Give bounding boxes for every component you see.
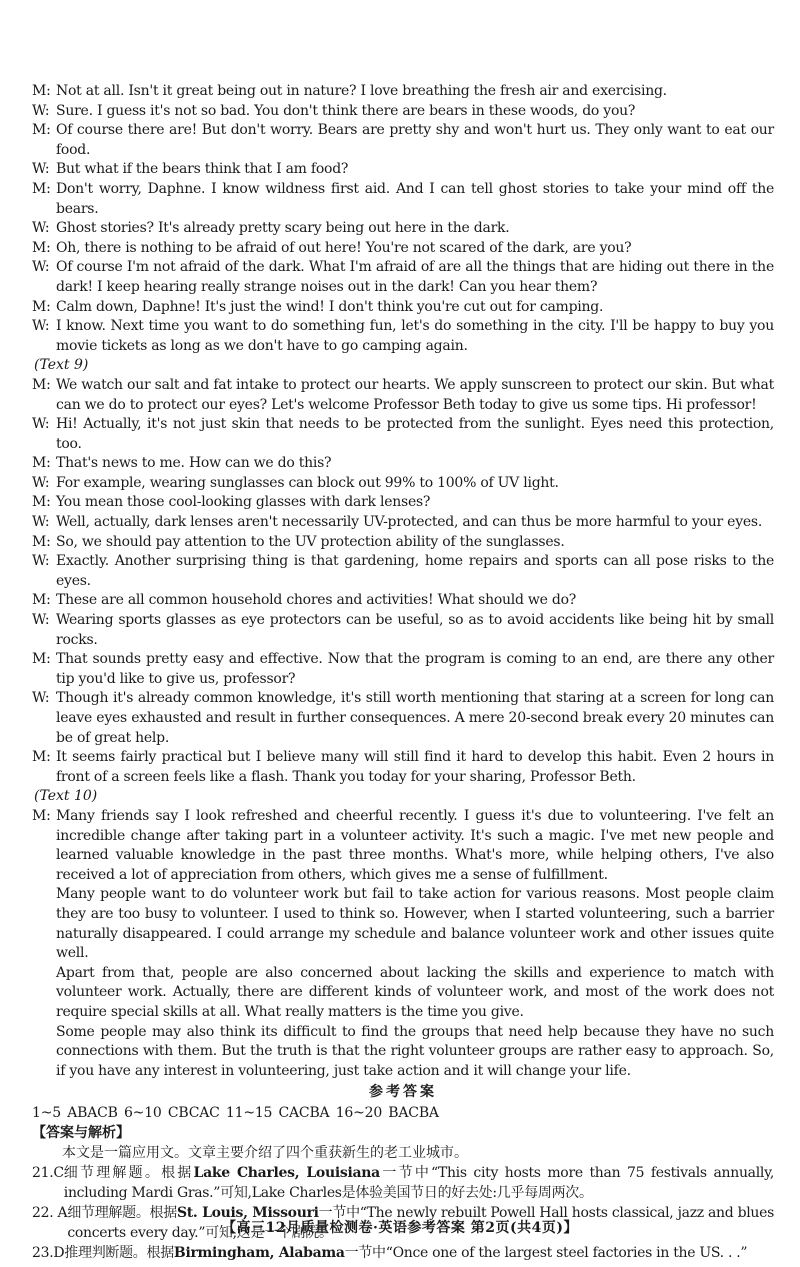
- question-evidence: 一节中“Once one of the largest steel factories in the US. . .”: [344, 1245, 748, 1262]
- monologue-paragraph: Some people may also think its difficult to find the groups that need help because they have no such connections with them. But the truth is that the right volunteer groups are rather easy to approach. So, if you have any interest in volunteering, just take action and it will change your life.: [56, 1023, 774, 1079]
- dialogue-text: Calm down, Daphne! It's just the wind! I don't think you're cut out for camping.: [56, 298, 604, 315]
- dialogue-text: Exactly. Another surprising thing is that gardening, home repairs and sports can all pose risks to the eyes.: [56, 553, 774, 589]
- dialogue-text: Hi! Actually, it's not just skin that needs to be protected from the sunlight. Eyes need this protection, too.: [56, 416, 774, 452]
- question-explanation: [64, 1163, 774, 1203]
- dialogue-line: [32, 180, 774, 219]
- speaker-label: M:: [32, 83, 51, 99]
- analysis-heading: 【答案与解析】: [32, 1125, 130, 1142]
- dialogue-text: For example, wearing sunglasses can block out 99% to 100% of UV light.: [56, 474, 559, 491]
- dialogue-line: [32, 748, 774, 787]
- dialogue-text: Well, actually, dark lenses aren't necessarily UV-protected, and can thus be more harmful to your eyes.: [56, 514, 763, 531]
- question-evidence: 一节中“The newly rebuilt Powell Hall hosts classical, jazz and blues concerts every day.”可知,这是一个剧院。: [67, 1205, 775, 1242]
- question-type: 细节理解题。根据: [67, 1205, 177, 1222]
- speaker-label: W:: [32, 690, 50, 707]
- dialogue-text: I know. Next time you want to do something fun, let's do something in the city. I'll be happy to buy you movie tickets as long as we don't have to go camping again.: [56, 318, 774, 354]
- dialogue-text: But what if the bears think that I am food?: [56, 161, 349, 178]
- speaker-label: M:: [32, 592, 51, 609]
- dialogue-text: Not at all. Isn't it great being out in nature? I love breathing the fresh air and exercising.: [56, 83, 667, 99]
- dialogue-line: [32, 239, 774, 259]
- dialogue-line: [32, 591, 774, 611]
- question-number: 21.C: [32, 1165, 64, 1182]
- text10-label: (Text 10): [34, 788, 98, 805]
- dialogue-text: Ghost stories? It's already pretty scary being out here in the dark.: [56, 220, 510, 237]
- dialogue-text: Though it's already common knowledge, it's still worth mentioning that staring at a screen for long can leave eyes exhausted and result in further consequences. A mere 20-second break every 20 minutes can be of great help.: [56, 690, 774, 746]
- dialogue-line: [32, 552, 774, 591]
- page-footer: 【高三12月质量检测卷·英语参考答案 第2页(共4页)】: [222, 1220, 578, 1236]
- dialogue-text: Oh, there is nothing to be afraid of out here! You're not scared of the dark, are you?: [56, 239, 632, 256]
- monologue-paragraph: Many friends say I look refreshed and cheerful recently. I guess it's due to volunteering. I've felt an incredible change after taking part in a volunteer activity. It's such a magic. I've met new people and learned valuable knowledge in the past three months. What's more, while helping others, I've also received a lot of appreciation from others, which gives me a sense of fulfillment.: [56, 807, 774, 883]
- dialogue-text9: [32, 376, 774, 787]
- speaker-label: M:: [32, 455, 51, 472]
- question-evidence: 一节中“This city hosts more than 75 festivals annually, including Mardi Gras.”可知,Lake Charles是体验美国节日的好去处:几乎每周两次。: [63, 1165, 774, 1202]
- analysis-intro: 本文是一篇应用文。文章主要介绍了四个重获新生的老工业城市。: [62, 1145, 468, 1162]
- dialogue-text: Wearing sports glasses as eye protectors can be useful, so as to avoid accidents like being hit by small rocks.: [56, 612, 774, 648]
- dialogue-line: [32, 82, 774, 102]
- speaker-label: M:: [32, 533, 51, 550]
- dialogue-text: Of course I'm not afraid of the dark. What I'm afraid of are all the things that are hiding out there in the dark! I keep hearing really strange noises out in the dark! Can you hear them?: [56, 259, 774, 295]
- answer-heading: 参考答案: [369, 1084, 437, 1101]
- dialogue-line: [32, 298, 774, 318]
- dialogue-text: Of course there are! But don't worry. Bears are pretty shy and won't hurt us. They only want to eat our food.: [56, 122, 774, 158]
- speaker-label: M:: [32, 180, 51, 197]
- speaker-label: M:: [32, 239, 51, 256]
- speaker-label: W:: [32, 612, 50, 629]
- dialogue-line: [32, 258, 774, 297]
- question-explanation: [64, 1243, 774, 1263]
- dialogue-line: [32, 689, 774, 748]
- speaker-label: M:: [32, 749, 51, 766]
- speaker-label: W:: [32, 474, 50, 491]
- dialogue-text: Sure. I guess it's not so bad. You don't think there are bears in these woods, do you?: [56, 102, 636, 119]
- speaker-label: W:: [32, 553, 50, 570]
- speaker-label: M:: [32, 122, 51, 139]
- monologue-paragraph: Apart from that, people are also concerned about lacking the skills and experience to match with volunteer work. Actually, there are different kinds of volunteer work, and most of the work does not require special skills at all. What really matters is the time you give.: [56, 964, 774, 1020]
- question-number: 22. A: [32, 1205, 68, 1222]
- monologue-text10: [32, 807, 774, 1081]
- dialogue-text: Don't worry, Daphne. I know wildness first aid. And I can tell ghost stories to take your mind off the bears.: [56, 180, 774, 217]
- speaker-label: W:: [32, 514, 50, 531]
- dialogue-line: [32, 611, 774, 650]
- dialogue-text: You mean those cool-looking glasses with dark lenses?: [56, 494, 431, 511]
- speaker-label: W:: [32, 102, 50, 119]
- dialogue-text: That's news to me. How can we do this?: [56, 455, 332, 472]
- dialogue-line: [32, 533, 774, 553]
- dialogue-line: [32, 317, 774, 356]
- question-number: 23.D: [32, 1245, 65, 1262]
- dialogue-text: That sounds pretty easy and effective. Now that the program is coming to an end, are there any other tip you'd like to give us, professor?: [56, 651, 774, 687]
- dialogue-text8: [32, 82, 774, 356]
- speaker-label: M:: [32, 376, 51, 393]
- dialogue-line: [32, 121, 774, 160]
- speaker-label: W:: [32, 220, 50, 237]
- dialogue-line: [32, 493, 774, 513]
- speaker-label: M:: [32, 298, 51, 315]
- question-type: 细节理解题。根据: [63, 1165, 194, 1182]
- speaker-label: M:: [32, 807, 51, 824]
- text9-label: (Text 9): [34, 357, 89, 374]
- section-name: Birmingham, Alabama: [173, 1245, 345, 1262]
- dialogue-line: [32, 650, 774, 689]
- dialogue-line: [32, 474, 774, 494]
- question-analysis-list: [32, 1163, 774, 1263]
- monologue-paragraph: Many people want to do volunteer work but fail to take action for various reasons. Most people claim they are too busy to volunteer. I used to think so. However, when I started volunteering, such a barrier naturally disappeared. I could arrange my schedule and balance volunteer work and other issues quite well.: [56, 886, 774, 962]
- speaker-label: W:: [32, 161, 50, 178]
- speaker-label: W:: [32, 318, 50, 335]
- dialogue-text: So, we should pay attention to the UV protection ability of the sunglasses.: [56, 533, 565, 550]
- speaker-label: W:: [32, 259, 50, 276]
- dialogue-line: [32, 376, 774, 415]
- dialogue-line: [32, 807, 774, 885]
- dialogue-text: These are all common household chores and activities! What should we do?: [56, 592, 577, 609]
- dialogue-line: [32, 102, 774, 122]
- dialogue-line: [32, 219, 774, 239]
- section-name: Lake Charles, Louisiana: [193, 1165, 380, 1182]
- speaker-label: M:: [32, 651, 51, 668]
- dialogue-line: [32, 454, 774, 474]
- question-analysis: [32, 1243, 774, 1263]
- dialogue-text: It seems fairly practical but I believe many will still find it hard to develop this habit. Even 2 hours in front of a screen feels like a flash. Thank you today for your sharing, Professor Beth.: [56, 749, 774, 785]
- question-analysis: [32, 1163, 774, 1203]
- speaker-label: M:: [32, 494, 51, 511]
- dialogue-line: [32, 513, 774, 533]
- question-type: 推理判断题。根据: [64, 1245, 174, 1262]
- dialogue-text: We watch our salt and fat intake to protect our hearts. We apply sunscreen to protect our skin. But what can we do to protect our eyes? Let's welcome Professor Beth today to give us some tips. Hi professor!: [56, 376, 774, 413]
- dialogue-line: [32, 160, 774, 180]
- answer-key: 1~5 ABACB 6~10 CBCAC 11~15 CACBA 16~20 BACBA: [32, 1105, 439, 1122]
- section-name: St. Louis, Missouri: [176, 1205, 319, 1222]
- speaker-label: W:: [32, 416, 50, 433]
- dialogue-line: [32, 415, 774, 454]
